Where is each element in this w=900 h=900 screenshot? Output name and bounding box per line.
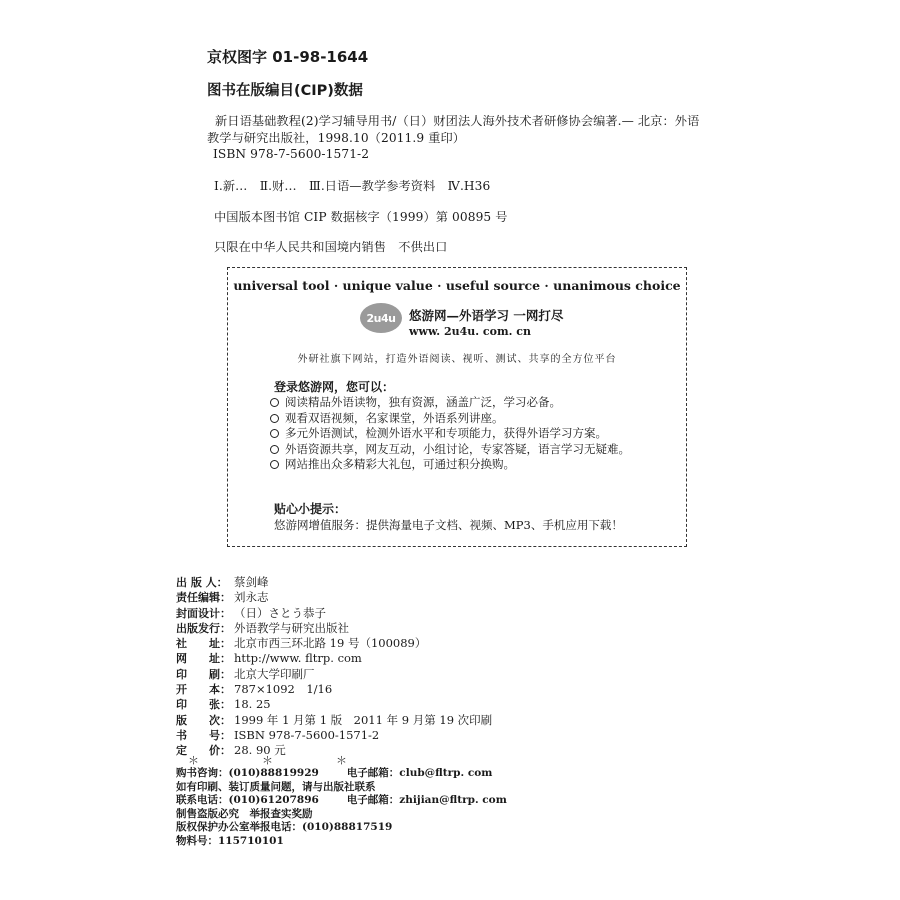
bullet-circle-icon	[270, 445, 279, 454]
colophon-row	[176, 635, 492, 650]
purchase-line	[176, 767, 507, 781]
bullet-circle-icon	[270, 460, 279, 469]
purchase-phone: 购书咨询：(010)88819929	[176, 767, 319, 779]
colophon-label: 出 版 人：	[176, 576, 228, 589]
colophon-row	[176, 650, 492, 665]
site-url: www. 2u4u. com. cn	[409, 325, 531, 338]
tip-text: 悠游网增值服务：提供海量电子文档、视频、MP3、手机应用下载！	[274, 518, 623, 532]
colophon-label: 责任编辑：	[176, 591, 231, 605]
colophon-value: （日）さとう恭子	[234, 605, 326, 620]
colophon-value: http://www. fltrp. com	[234, 651, 362, 666]
list-item	[270, 395, 630, 411]
colophon-label: 封面设计：	[176, 606, 231, 620]
colophon-value: 1999 年 1 月第 1 版 2011 年 9 月第 19 次印刷	[234, 712, 493, 727]
colophon-label: 书 号：	[176, 728, 231, 742]
colophon-value: 18. 25	[234, 697, 271, 712]
bullet-circle-icon	[270, 414, 279, 423]
contact-info	[176, 767, 507, 849]
cip-isbn: ISBN 978-7-5600-1571-2	[213, 147, 370, 161]
bullet-circle-icon	[270, 398, 279, 407]
cip-description-line1: 新日语基础教程(2)学习辅导用书/（日）财团法人海外技术者研修协会编著.— 北京：外语	[215, 114, 700, 128]
colophon-row	[176, 681, 492, 696]
piracy-phone: 版权保护办公室举报电话：(010)88817519	[176, 821, 393, 834]
material-number: 物料号：115710101	[176, 834, 284, 847]
benefit-text: 观看双语视频，名家课堂，外语系列讲座。	[285, 410, 504, 425]
colophon	[176, 574, 492, 758]
colophon-row	[176, 727, 492, 742]
colophon-value: 787×1092 1/16	[234, 682, 333, 697]
colophon-label: 开 本：	[176, 683, 231, 697]
cip-title: 图书在版编目(CIP)数据	[207, 83, 363, 99]
colophon-value: 蔡剑峰	[234, 575, 269, 589]
cip-classification: Ⅰ.新… Ⅱ.财… Ⅲ.日语—教学参考资料 Ⅳ.H36	[214, 179, 491, 193]
quality-note: 如有印刷、装订质量问题，请与出版社联系	[176, 780, 376, 793]
benefit-text: 网站推出众多精彩大礼包，可通过积分换购。	[285, 457, 515, 471]
colophon-label: 出版发行：	[176, 621, 231, 635]
colophon-row	[176, 712, 492, 727]
benefit-list	[270, 395, 630, 473]
list-item	[270, 457, 630, 473]
colophon-row	[176, 605, 492, 620]
colophon-value: 北京市西三环北路 19 号（100089）	[234, 636, 427, 651]
list-item	[270, 442, 630, 458]
site-logo-text: 2u4u	[366, 311, 396, 325]
bullet-circle-icon	[270, 429, 279, 438]
colophon-value: ISBN 978-7-5600-1571-2	[234, 727, 380, 742]
colophon-value: 刘永志	[234, 590, 269, 605]
colophon-value: 外语教学与研究出版社	[234, 620, 349, 635]
login-heading: 登录悠游网，您可以：	[274, 380, 395, 394]
contact-line	[176, 794, 507, 808]
benefit-text: 外语资源共享，网友互动，小组讨论，专家答疑，语言学习无疑难。	[285, 441, 630, 456]
promo-box	[227, 267, 687, 547]
site-tagline: 外研社旗下网站，打造外语阅读、视听、测试、共享的全方位平台	[297, 354, 617, 365]
colophon-label: 定 价：	[176, 744, 231, 758]
cip-description-line2: 教学与研究出版社，1998.10（2011.9 重印）	[207, 131, 466, 145]
purchase-email: 电子邮箱：club@fltrp. com	[346, 767, 493, 779]
sales-restriction: 只限在中华人民共和国境内销售 不供出口	[214, 240, 448, 254]
colophon-row	[176, 666, 492, 681]
promo-slogan: universal tool · unique value · useful source · unanimous choice	[233, 278, 681, 293]
benefit-text: 多元外语测试，检测外语水平和专项能力，获得外语学习方案。	[285, 426, 607, 440]
colophon-label: 版 次：	[176, 713, 231, 727]
colophon-label: 印 张：	[176, 698, 231, 712]
colophon-value: 28. 90 元	[234, 743, 286, 758]
colophon-label: 网 址：	[176, 652, 231, 666]
colophon-row	[176, 589, 492, 604]
benefit-text: 阅读精品外语读物，独有资源，涵盖广泛，学习必备。	[285, 395, 561, 409]
colophon-label: 印 刷：	[176, 667, 231, 681]
contact-phone: 联系电话：(010)61207896	[176, 794, 319, 807]
copyright-registration-number: 京权图字 01-98-1644	[207, 48, 369, 66]
colophon-row	[176, 620, 492, 635]
list-item	[270, 426, 630, 442]
site-name: 悠游网—外语学习 一网打尽	[409, 308, 564, 323]
colophon-value: 北京大学印刷厂	[234, 666, 315, 681]
colophon-row	[176, 696, 492, 711]
tip-heading: 贴心小提示：	[274, 502, 347, 516]
separator-stars: ＊ ＊ ＊	[188, 754, 373, 767]
colophon-label: 社 址：	[176, 637, 231, 651]
list-item	[270, 411, 630, 427]
cip-verification-number: 中国版本图书馆 CIP 数据核字（1999）第 00895 号	[214, 210, 508, 224]
colophon-row	[176, 574, 492, 589]
piracy-note: 制售盗版必究 举报查实奖励	[176, 807, 313, 820]
site-logo-icon	[360, 303, 402, 333]
contact-email: 电子邮箱：zhijian@fltrp. com	[346, 794, 507, 807]
